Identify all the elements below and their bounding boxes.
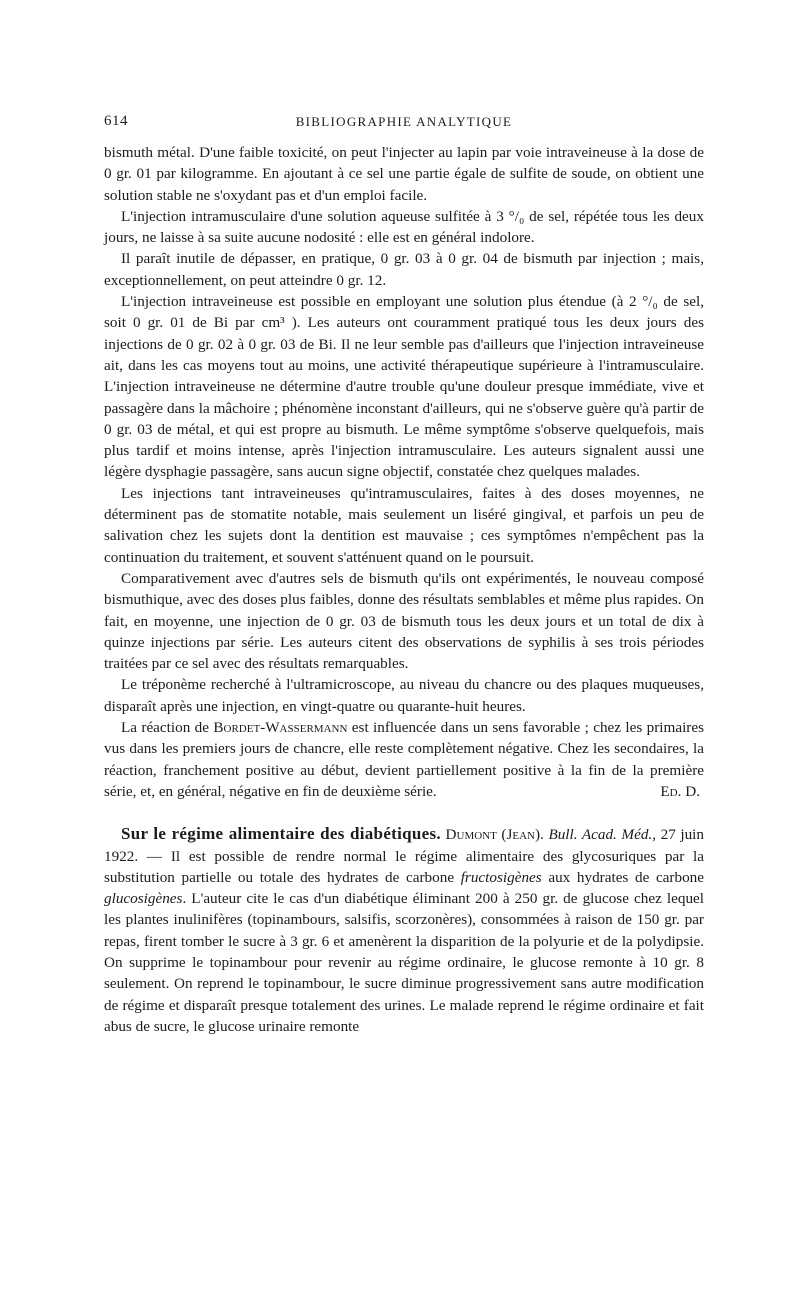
running-title: BIBLIOGRAPHIE ANALYTIQUE — [295, 114, 513, 129]
bordet-wassermann-name: Bordet-Wassermann — [213, 719, 348, 737]
signature: Ed. D. — [660, 782, 700, 800]
term-fructosigenes: fructosigènes — [460, 868, 542, 886]
paragraph-2: L'injection intramusculaire d'une solution aqueuse sulfitée à 3 °/₀ de sel, répétée tous les deux jours, ne laisse à sa suite aucune nodosité : elle est en général indolore. — [104, 207, 704, 247]
article-text-1: Il est possible de rendre normal le régime alimentaire des glycosuriques par la substitution partielle ou totale des hydrates de carbone — [104, 847, 704, 886]
page-header — [104, 113, 704, 137]
paragraph-1: bismuth métal. D'une faible toxicité, on peut l'injecter au lapin par voie intraveineuse à la dose de 0 gr. 01 par kilogramme. En ajoutant à ce sel une partie égale de sulfite de soude, on obtient une solution stable ne s'oxydant pas et d'un emploi facile. — [104, 144, 704, 204]
article-text-3: . L'auteur cite le cas d'un diabétique éliminant 200 à 250 gr. de glucose chez lequel les plantes inulinifères (topinambours, salsifis, scorzonères), consommées à raison de 150 gr. par repas, firent tomber le sucre à 3 gr. 6 et amenèrent la disparition de la polyurie et de la polydipsie. On supprime le topinambour pour revenir au régime ordinaire, le glucose remonte à 10 gr. 8 seulement. On reprend le topinambour, le sucre diminue progressivement sans autre modification de régime et disparaît presque totalement des urines. Le malade reprend le régime ordinaire et fait abus de sucre, le glucose urinaire remonte — [104, 890, 704, 1035]
paragraph-8-text: est influencée dans un sens favorable ; chez les primaires vus dans les premiers jours de chancre, elle reste complètement négative. Chez les secondaires, la réaction, franchement positive au début, devient partiellement positive à la fin de la première série, et, en général, négative en fin de deuxième série. — [104, 719, 704, 800]
paragraph-8 — [104, 717, 704, 802]
article-title: Sur le régime alimentaire des diabétiques. — [121, 824, 441, 844]
article-text-2: aux hydrates de carbone — [541, 868, 704, 886]
paragraph-4: L'injection intraveineuse est possible en employant une solution plus étendue (à 2 °/₀ de sel, soit 0 gr. 01 de Bi par cm³ ). Les auteurs ont couramment pratiqué tous les deux jours des injections de 0 gr. 02 à 0 gr. 03 de Bi. Il ne leur semble pas d'ailleurs que l'injection intraveineuse ait, dans les cas moyens tout au moins, une activité thérapeutique supérieure à l'intramusculaire. L'injection intraveineuse ne détermine d'autre trouble qu'une douleur presque immédiate, vive et passagère dans la mâchoire ; phénomène inconstant d'ailleurs, qui ne s'observe guère qu'à partir de 0 gr. 03 de métal, et qui est propre au bismuth. Le même symptôme s'observe quelquefois, mais plus tardif et moins intense, après l'injection intramusculaire. Les auteurs signalent aussi une légère dysphagie passagère, sans aucun signe objectif, constatée chez quelques malades. — [104, 293, 704, 481]
article-date: , 27 juin 1922. — — [104, 826, 704, 865]
article-diabetiques — [104, 823, 704, 1037]
paragraph-3: Il paraît inutile de dépasser, en pratique, 0 gr. 03 à 0 gr. 04 de bismuth par injection ; mais, exceptionnellement, on peut atteindre 0 gr. 12. — [104, 250, 704, 289]
body-text — [104, 142, 704, 1037]
paragraph-7: Le tréponème recherché à l'ultramicroscope, au niveau du chancre ou des plaques muqueuses, disparaît après une injection, en vingt-quatre ou quarante-huit heures. — [104, 676, 704, 715]
term-glucosigenes: glucosigènes — [104, 890, 183, 908]
paragraph-5: Les injections tant intraveineuses qu'intramusculaires, faites à des doses moyennes, ne déterminent pas de stomatite notable, mais seulement un liséré gingival, et parfois un peu de salivation chez les sujets dont la dentition est mauvaise ; ces symptômes n'empêchent pas la continuation du traitement, et souvent s'atténuent quand on le poursuit. — [104, 484, 704, 566]
paragraph-6: Comparativement avec d'autres sels de bismuth qu'ils ont expérimentés, le nouveau composé bismuthique, avec des doses plus faibles, donne des résultats semblables et même plus rapides. On fait, en moyenne, une injection de 0 gr. 03 de bismuth tous les deux jours et un total de dix à quinze injections par série. Les auteurs citent des observations de syphilis à ses trois périodes traitées par ce sel avec des résultats remarquables. — [104, 569, 704, 673]
article-journal: Bull. Acad. Méd. — [548, 826, 653, 844]
article-author: Dumont (Jean). — [445, 826, 544, 844]
page-number: 614 — [104, 113, 128, 129]
paragraph-8-start: La réaction de — [121, 719, 214, 737]
